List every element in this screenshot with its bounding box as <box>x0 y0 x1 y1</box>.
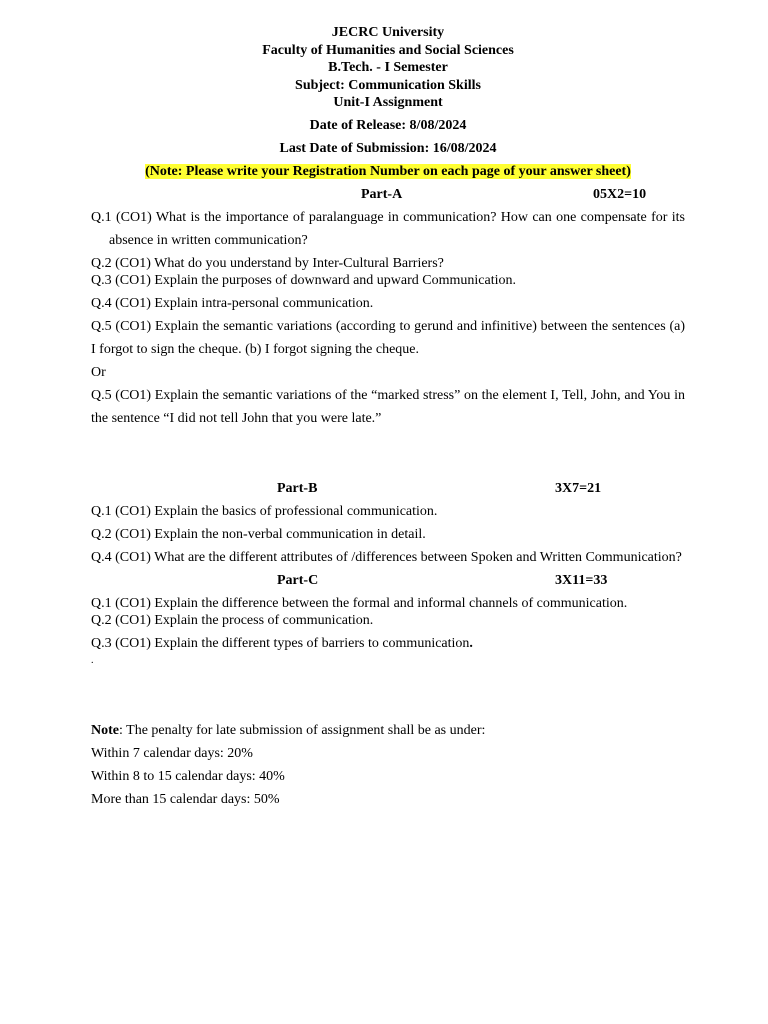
penalty-line-2: Within 8 to 15 calendar days: 40% <box>91 768 285 784</box>
part-a-q5-alt: Q.5 (CO1) Explain the semantic variations of the “marked stress” on the element I, Tell, John, and You in the sentence “I did not tell John that you were late.” <box>91 387 685 426</box>
part-c-marks: 3X11=33 <box>555 572 608 588</box>
registration-note-text: (Note: Please write your Registration Number on each page of your answer sheet) <box>145 163 631 179</box>
assignment-page <box>91 24 685 811</box>
university-name: JECRC University <box>331 25 445 40</box>
part-a-q1: Q.1 (CO1) What is the importance of paralanguage in communication? How can one compensate for its absence in written communication? <box>91 209 685 248</box>
part-a-q3: Q.3 (CO1) Explain the purposes of downward and upward Communication. <box>91 272 516 288</box>
subject-name: Subject: Communication Skills <box>295 77 481 93</box>
part-c-q3-period: . <box>469 635 473 651</box>
part-a-heading <box>91 183 685 206</box>
penalty-line-3: More than 15 calendar days: 50% <box>91 791 280 807</box>
part-a-marks: 05X2=10 <box>593 186 647 202</box>
unit-title: Unit-I Assignment <box>333 95 443 110</box>
part-b-title: Part-B <box>277 480 318 496</box>
penalty-note-text: : The penalty for late submission of assignment shall be as under: <box>119 722 486 738</box>
submission-date: Last Date of Submission: 16/08/2024 <box>279 140 497 156</box>
part-a-or: Or <box>91 364 106 380</box>
part-a-q2: Q.2 (CO1) What do you understand by Inter-Cultural Barriers? <box>91 255 444 271</box>
part-b-q4: Q.4 (CO1) What are the different attributes of /differences between Spoken and Written Communication? <box>91 549 682 565</box>
penalty-note-label: Note <box>91 722 119 738</box>
part-b-q2: Q.2 (CO1) Explain the non-verbal communication in detail. <box>91 526 426 542</box>
program-name: B.Tech. - I Semester <box>328 60 448 75</box>
stray-dot: . <box>91 654 94 666</box>
penalty-note <box>91 719 685 742</box>
part-a-title: Part-A <box>361 186 403 202</box>
registration-note <box>91 163 685 181</box>
part-a-q4: Q.4 (CO1) Explain intra-personal communication. <box>91 295 374 311</box>
part-b-heading <box>91 477 685 500</box>
part-c-q1: Q.1 (CO1) Explain the difference between the formal and informal channels of communication. <box>91 595 628 611</box>
release-date: Date of Release: 8/08/2024 <box>309 117 467 133</box>
part-c-q3-text: Q.3 (CO1) Explain the different types of barriers to communication <box>91 635 470 651</box>
part-c-q2: Q.2 (CO1) Explain the process of communication. <box>91 612 374 628</box>
part-a-q5: Q.5 (CO1) Explain the semantic variations (according to gerund and infinitive) between the sentences (a) I forgot to sign the cheque. (b) I forgot signing the cheque. <box>91 318 685 357</box>
part-b-marks: 3X7=21 <box>555 480 602 496</box>
part-c-heading <box>91 569 685 592</box>
part-b-q1: Q.1 (CO1) Explain the basics of professional communication. <box>91 503 438 519</box>
part-c-q3 <box>91 632 685 655</box>
part-c-title: Part-C <box>277 572 319 588</box>
faculty-name: Faculty of Humanities and Social Sciences <box>262 42 514 58</box>
penalty-line-1: Within 7 calendar days: 20% <box>91 745 253 761</box>
